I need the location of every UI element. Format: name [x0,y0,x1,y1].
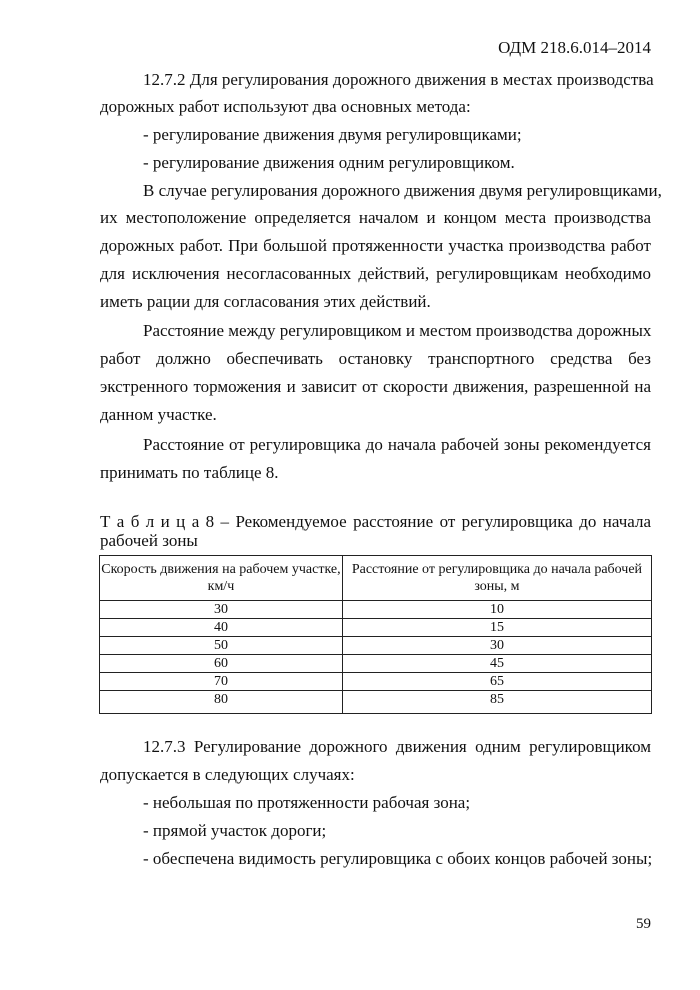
table-row [100,691,652,714]
list-item: - прямой участок дороги; [143,821,327,840]
list-item: - регулирование движения двумя регулировщиками; [143,125,522,144]
paragraph-line: работ должно обеспечивать остановку транспортного средства без [100,349,651,368]
speed-cell: 30 [100,601,343,619]
list-item: - обеспечена видимость регулировщика с обоих концов рабочей зоны; [143,849,653,868]
column-header-distance: Расстояние от регулировщика до начала рабочей зоны, м [342,556,651,601]
page-number: 59 [636,916,651,932]
speed-cell: 70 [100,673,343,691]
table-row [100,637,652,655]
paragraph-line: 12.7.2 Для регулирования дорожного движения в местах производства [143,70,654,89]
speed-cell: 40 [100,619,343,637]
distance-cell: 85 [342,691,651,714]
speed-cell: 60 [100,655,343,673]
table-row [100,655,652,673]
speed-cell: 50 [100,637,343,655]
paragraph-line: иметь рации для согласования этих действий. [100,292,431,311]
distance-cell: 10 [342,601,651,619]
paragraph-line: дорожных работ. При большой протяженности участка производства работ [100,236,651,255]
distance-cell: 30 [342,637,651,655]
table-row [100,601,652,619]
paragraph-line: для исключения несогласованных действий, регулировщикам необходимо [100,264,651,283]
column-header-speed: Скорость движения на рабочем участке, км/ч [100,556,343,601]
paragraph-line: экстренного торможения и зависит от скорости движения, разрешенной на [100,377,651,396]
table-header-row [100,556,652,601]
speed-cell: 80 [100,691,343,714]
table-caption: рабочей зоны [100,531,198,550]
distance-cell: 15 [342,619,651,637]
table-row [100,619,652,637]
paragraph-line: Расстояние между регулировщиком и местом производства дорожных [143,321,652,340]
list-item: - регулирование движения одним регулировщиком. [143,153,515,172]
paragraph-line: принимать по таблице 8. [100,463,279,482]
table-caption: Т а б л и ц а 8 – Рекомендуемое расстояние от регулировщика до начала [100,512,651,531]
list-item: - небольшая по протяженности рабочая зона; [143,793,471,812]
paragraph-line: В случае регулирования дорожного движения двумя регулировщиками, [143,181,662,200]
distance-cell: 45 [342,655,651,673]
paragraph-line: допускается в следующих случаях: [100,765,355,784]
table-row [100,673,652,691]
distance-cell: 65 [342,673,651,691]
distance-table [99,555,652,714]
paragraph-line: данном участке. [100,405,217,424]
paragraph-line: 12.7.3 Регулирование дорожного движения одним регулировщиком [143,737,651,756]
paragraph-line: их местоположение определяется началом и концом места производства [100,208,651,227]
paragraph-line: дорожных работ используют два основных метода: [100,97,471,116]
document-code-header: ОДМ 218.6.014–2014 [498,38,651,57]
paragraph-line: Расстояние от регулировщика до начала рабочей зоны рекомендуется [143,435,651,454]
